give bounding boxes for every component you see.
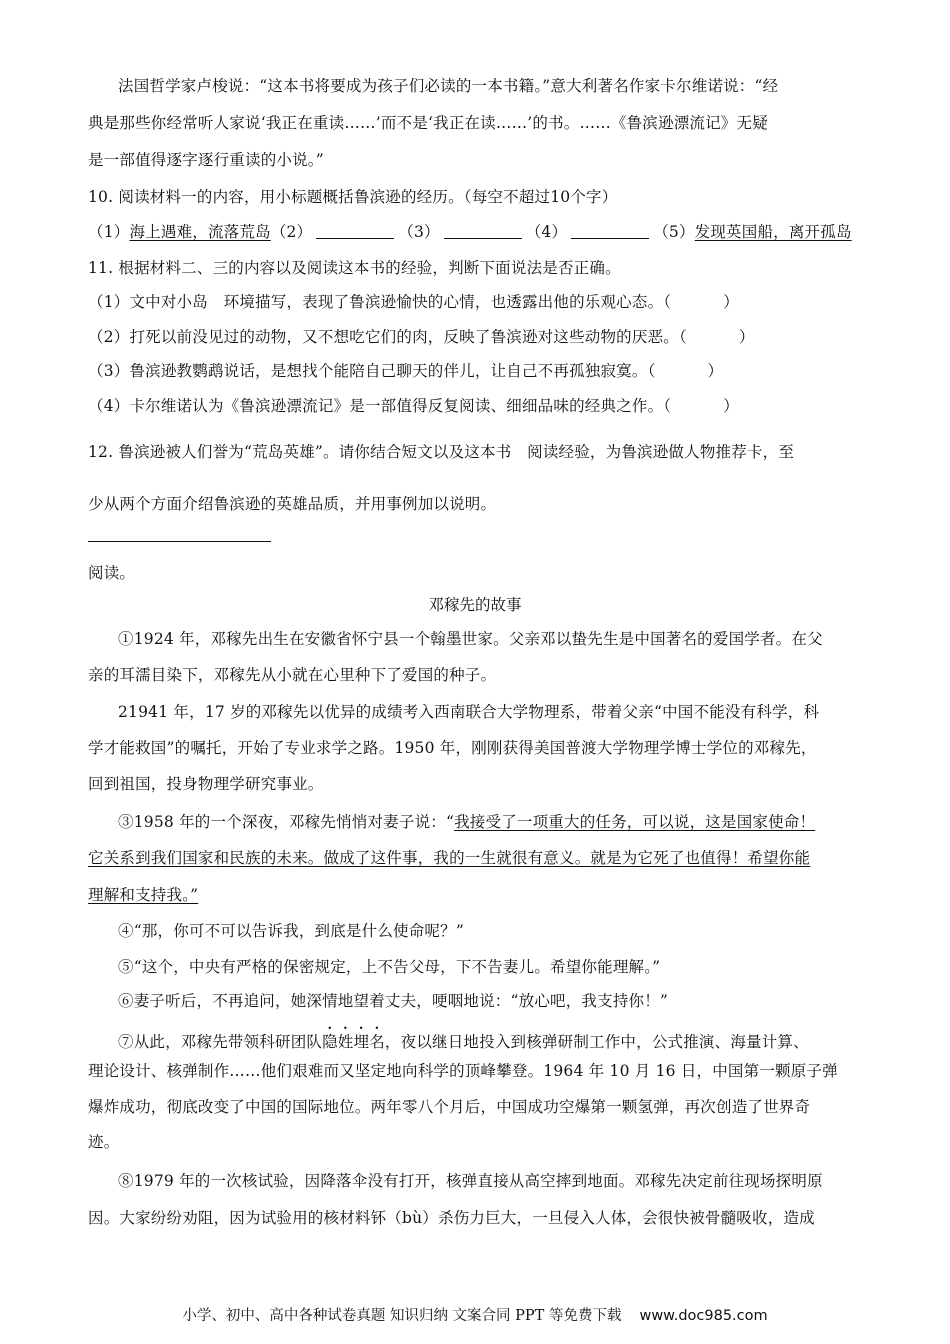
q10-num-2: （2） <box>270 223 313 241</box>
p3-line-3 <box>88 884 868 906</box>
p1-line-1: ①1924 年，邓稼先出生在安徽省怀宁县一个翰墨世家。父亲邓以蛰先生是中国著名的爱国学者。在父 <box>118 630 823 648</box>
p7-emphasized: 隐姓埋名 <box>322 1033 385 1051</box>
p8-line-1: ⑧1979 年的一次核试验，因降落伞没有打开，核弹直接从高空摔到地面。邓稼先决定前往现场探明原 <box>118 1172 823 1190</box>
q10-num-3: （3） <box>398 223 440 241</box>
page-footer <box>0 1306 950 1326</box>
q11-item-4 <box>88 395 868 417</box>
q10-blank-2[interactable] <box>316 222 394 239</box>
p3-line-1 <box>118 811 868 833</box>
p3-prefix: ③1958 年的一个深夜，邓稼先悄悄对妻子说：“ <box>118 813 455 831</box>
q10-stem: 10. 阅读材料一的内容，用小标题概括鲁滨逊的经历。（每空不超过10个字） <box>88 188 618 206</box>
footer-text: 小学、初中、高中各种试卷真题 知识归纳 文案合同 PPT 等免费下载 <box>182 1308 622 1324</box>
reading-title: 邓稼先的故事 <box>428 596 522 614</box>
p7-rest: ，夜以继日地投入到核弹研制工作中，公式推演、海量计算、 <box>384 1033 809 1051</box>
p7-line-2: 理论设计、核弹制作……他们艰难而又坚定地向科学的顶峰攀登。1964 年 10 月 16 日，中国第一颗原子弹 <box>88 1062 838 1080</box>
q11-item-2-text: （2）打死以前没见过的动物，又不想吃它们的肉，反映了鲁滨逊对这些动物的厌恶。（ <box>88 328 687 346</box>
q10-blank-3[interactable] <box>444 222 522 239</box>
p5-line: ⑤“这个，中央有严格的保密规定，上不告父母，下不告妻儿。希望你能理解。” <box>118 958 661 976</box>
p7-line-4: 迹。 <box>88 1133 120 1151</box>
q11-item-1 <box>88 291 868 313</box>
reading-label: 阅读。 <box>88 564 136 582</box>
q11-close-2: ） <box>738 328 755 346</box>
material3-line-1: 法国哲学家卢梭说：“这本书将要成为孩子们必读的一本书籍。”意大利著名作家卡尔维诺说：“经 <box>118 77 779 95</box>
p2-line-2: 学才能救国”的嘱托，开始了专业求学之路。1950 年，刚刚获得美国普渡大学物理学博士学位的邓稼先， <box>88 739 817 757</box>
q11-stem: 11. 根据材料二、三的内容以及阅读这本书的经验，判断下面说法是否正确。 <box>88 259 621 277</box>
q10-num-5: （5） <box>653 223 695 241</box>
q11-item-4-text: （4）卡尔维诺认为《鲁滨逊漂流记》是一部值得反复阅读、细细品味的经典之作。（ <box>88 397 672 415</box>
footer-url[interactable]: www.doc985.com <box>639 1308 768 1324</box>
p7-line-1 <box>118 1024 868 1053</box>
q11-close-1: ） <box>723 293 739 311</box>
q11-close-3: ） <box>707 362 724 380</box>
q11-item-3 <box>88 360 868 382</box>
q11-item-1-text: （1）文中对小岛 环境描写，表现了鲁滨逊愉快的心情，也透露出他的乐观心态。（ <box>88 293 672 311</box>
q10-blank-4[interactable] <box>571 222 649 239</box>
p7-prefix: ⑦从此，邓稼先带领科研团队 <box>118 1033 323 1051</box>
q10-answer-1: 海上遇难，流落荒岛 <box>129 223 271 241</box>
p8-line-2: 因。大家纷纷劝阻，因为试验用的核材料钚（bù）杀伤力巨大，一旦侵入人体，会很快被骨髓吸收，造成 <box>88 1209 815 1227</box>
q10-answer-5: 发现英国船，离开孤岛 <box>694 223 852 241</box>
p1-line-2: 亲的耳濡目染下，邓稼先从小就在心里种下了爱国的种子。 <box>88 666 497 684</box>
p3-underlined-2: 它关系到我们国家和民族的未来。做成了这件事，我的一生就很有意义。就是为它死了也值得！希望你能 <box>88 849 811 867</box>
q12-answer-line[interactable] <box>88 541 271 542</box>
p4-line: ④“那，你可不可以告诉我，到底是什么使命呢？” <box>118 922 464 940</box>
q12-line-2: 少从两个方面介绍鲁滨逊的英雄品质，并用事例加以说明。 <box>88 495 497 513</box>
q11-item-2 <box>88 326 868 348</box>
p2-line-3: 回到祖国，投身物理学研究事业。 <box>88 775 324 793</box>
q10-num-1: （1） <box>88 223 130 241</box>
p3-line-2 <box>88 847 868 869</box>
q10-answers <box>88 221 868 243</box>
p3-underlined-1: 我接受了一项重大的任务，可以说，这是国家使命！ <box>454 813 816 831</box>
p6-line: ⑥妻子听后，不再追问，她深情地望着丈夫，哽咽地说：“放心吧，我支持你！” <box>118 992 669 1010</box>
p2-line-1: 21941 年，17 岁的邓稼先以优异的成绩考入西南联合大学物理系，带着父亲“中国不能没有科学，科 <box>118 703 820 721</box>
material3-line-2: 典是那些你经常听人家说‘我正在重读……’而不是‘我正在读……’的书。……《鲁滨逊漂流记》无疑 <box>88 114 768 132</box>
p3-underlined-3: 理解和支持我。” <box>88 886 199 904</box>
p7-line-3: 爆炸成功，彻底改变了中国的国际地位。两年零八个月后，中国成功空爆第一颗氢弹，再次创造了世界奇 <box>88 1098 811 1116</box>
q11-item-3-text: （3）鲁滨逊教鹦鹉说话，是想找个能陪自己聊天的伴儿，让自己不再孤独寂寞。（ <box>88 362 656 380</box>
q11-close-4: ） <box>723 397 739 415</box>
q10-num-4: （4） <box>525 223 568 241</box>
material3-line-3: 是一部值得逐字逐行重读的小说。” <box>88 151 324 169</box>
q12-line-1: 12. 鲁滨逊被人们誉为“荒岛英雄”。请你结合短文以及这本书 阅读经验，为鲁滨逊做人物推荐卡，至 <box>88 443 795 461</box>
